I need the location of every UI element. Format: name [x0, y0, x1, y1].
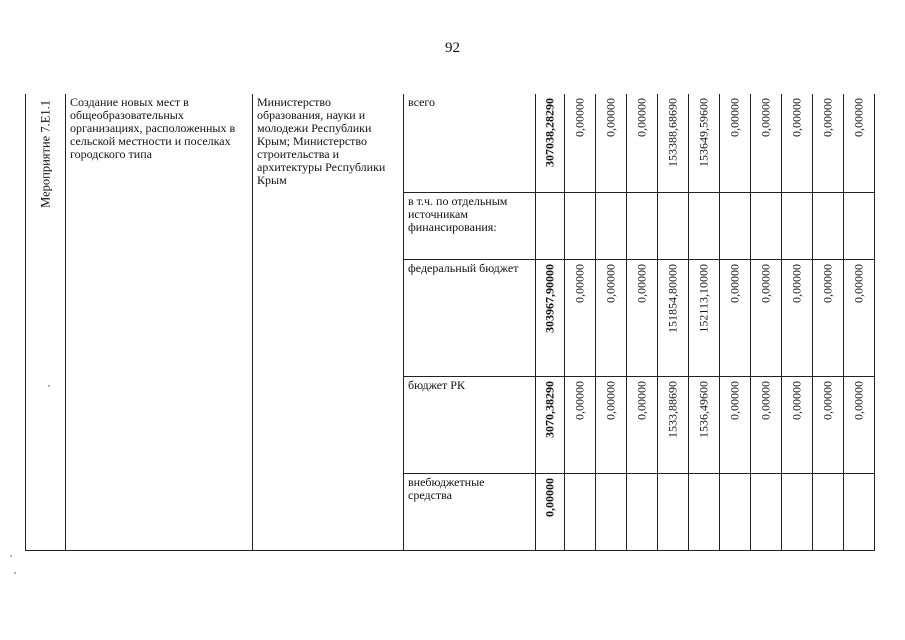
value-text: 0,00000 [758, 380, 773, 420]
total-value: 0,00000 [542, 477, 557, 517]
value-cell [751, 376, 782, 473]
value-cell [596, 473, 627, 550]
value-cell [844, 259, 875, 376]
value-cell [782, 473, 813, 550]
source-label: внебюджетные средства [404, 473, 536, 550]
value-cell [689, 473, 720, 550]
value-cell [844, 192, 875, 259]
value-cell [720, 376, 751, 473]
value-text: 0,00000 [820, 98, 835, 137]
value-text: 0,00000 [572, 263, 587, 303]
event-description: Создание новых мест в общеобразовательных организациях, расположенных в сельской местности и поселках городского типа [66, 94, 253, 550]
value-cell [565, 473, 596, 550]
value-text: 0,00000 [820, 380, 835, 420]
value-cell [658, 259, 689, 376]
value-text: 0,00000 [727, 263, 742, 303]
page-number: 92 [445, 40, 460, 56]
value-cell [751, 259, 782, 376]
value-text: 153649,59600 [696, 98, 711, 167]
value-cell [658, 94, 689, 192]
scan-speck [48, 385, 50, 387]
value-cell [596, 376, 627, 473]
value-text: 0,00000 [851, 98, 866, 137]
value-cell [751, 192, 782, 259]
value-cell [813, 259, 844, 376]
budget-table [25, 94, 875, 551]
value-cell [658, 192, 689, 259]
value-cell [813, 94, 844, 192]
value-text: 0,00000 [851, 380, 866, 420]
value-cell [813, 473, 844, 550]
total-cell [536, 376, 565, 473]
value-cell [658, 376, 689, 473]
value-text: 0,00000 [727, 98, 742, 137]
source-label: федеральный бюджет [404, 259, 536, 376]
value-cell [596, 192, 627, 259]
value-cell [782, 259, 813, 376]
value-text: 152113,10000 [696, 263, 711, 333]
value-cell [596, 259, 627, 376]
value-text: 0,00000 [727, 380, 742, 420]
event-executor: Министерство образования, науки и молодежи Республики Крым; Министерство строительства и архитектуры Республики Крым [253, 94, 404, 550]
value-text: 0,00000 [820, 263, 835, 303]
total-cell [536, 94, 565, 192]
value-text: 0,00000 [572, 380, 587, 420]
value-cell [782, 376, 813, 473]
total-value: 303967,90000 [542, 263, 557, 333]
total-cell [536, 259, 565, 376]
value-cell [565, 259, 596, 376]
total-value: 307038,28290 [542, 98, 557, 167]
value-text: 0,00000 [789, 380, 804, 420]
value-text: 1533,88690 [665, 380, 680, 438]
value-cell [565, 376, 596, 473]
value-text: 0,00000 [758, 98, 773, 137]
value-cell [689, 94, 720, 192]
total-value: 3070,38290 [542, 380, 557, 438]
value-cell [565, 94, 596, 192]
scan-speck [14, 572, 16, 574]
value-cell [720, 94, 751, 192]
value-text: 0,00000 [603, 263, 618, 303]
value-text: 0,00000 [758, 263, 773, 303]
value-cell [782, 94, 813, 192]
value-text: 0,00000 [789, 98, 804, 137]
value-cell [720, 192, 751, 259]
table-row [26, 94, 875, 192]
total-cell [536, 192, 565, 259]
value-cell [813, 192, 844, 259]
value-cell [782, 192, 813, 259]
value-cell [627, 94, 658, 192]
value-cell [627, 192, 658, 259]
event-code-cell [26, 94, 66, 550]
value-cell [627, 473, 658, 550]
source-label: в т.ч. по отдельным источникам финансирования: [404, 192, 536, 259]
value-cell [689, 376, 720, 473]
value-cell [751, 94, 782, 192]
source-label: всего [404, 94, 536, 192]
value-cell [658, 473, 689, 550]
value-cell [844, 473, 875, 550]
value-cell [813, 376, 844, 473]
value-text: 0,00000 [634, 380, 649, 420]
value-text: 0,00000 [603, 98, 618, 137]
event-code: Мероприятие 7.Е1.1 [38, 100, 52, 208]
value-text: 0,00000 [634, 98, 649, 137]
value-text: 151854,80000 [665, 263, 680, 333]
value-cell [565, 192, 596, 259]
total-cell [536, 473, 565, 550]
value-text: 1536,49600 [696, 380, 711, 438]
value-cell [627, 259, 658, 376]
value-cell [720, 259, 751, 376]
value-text: 0,00000 [572, 98, 587, 137]
value-text: 153388,68690 [665, 98, 680, 167]
value-cell [596, 94, 627, 192]
value-cell [720, 473, 751, 550]
value-cell [689, 192, 720, 259]
value-text: 0,00000 [603, 380, 618, 420]
source-label: бюджет РК [404, 376, 536, 473]
value-cell [844, 376, 875, 473]
value-text: 0,00000 [789, 263, 804, 303]
scan-speck [10, 555, 12, 557]
value-cell [751, 473, 782, 550]
value-text: 0,00000 [851, 263, 866, 303]
value-cell [689, 259, 720, 376]
value-text: 0,00000 [634, 263, 649, 303]
value-cell [844, 94, 875, 192]
value-cell [627, 376, 658, 473]
